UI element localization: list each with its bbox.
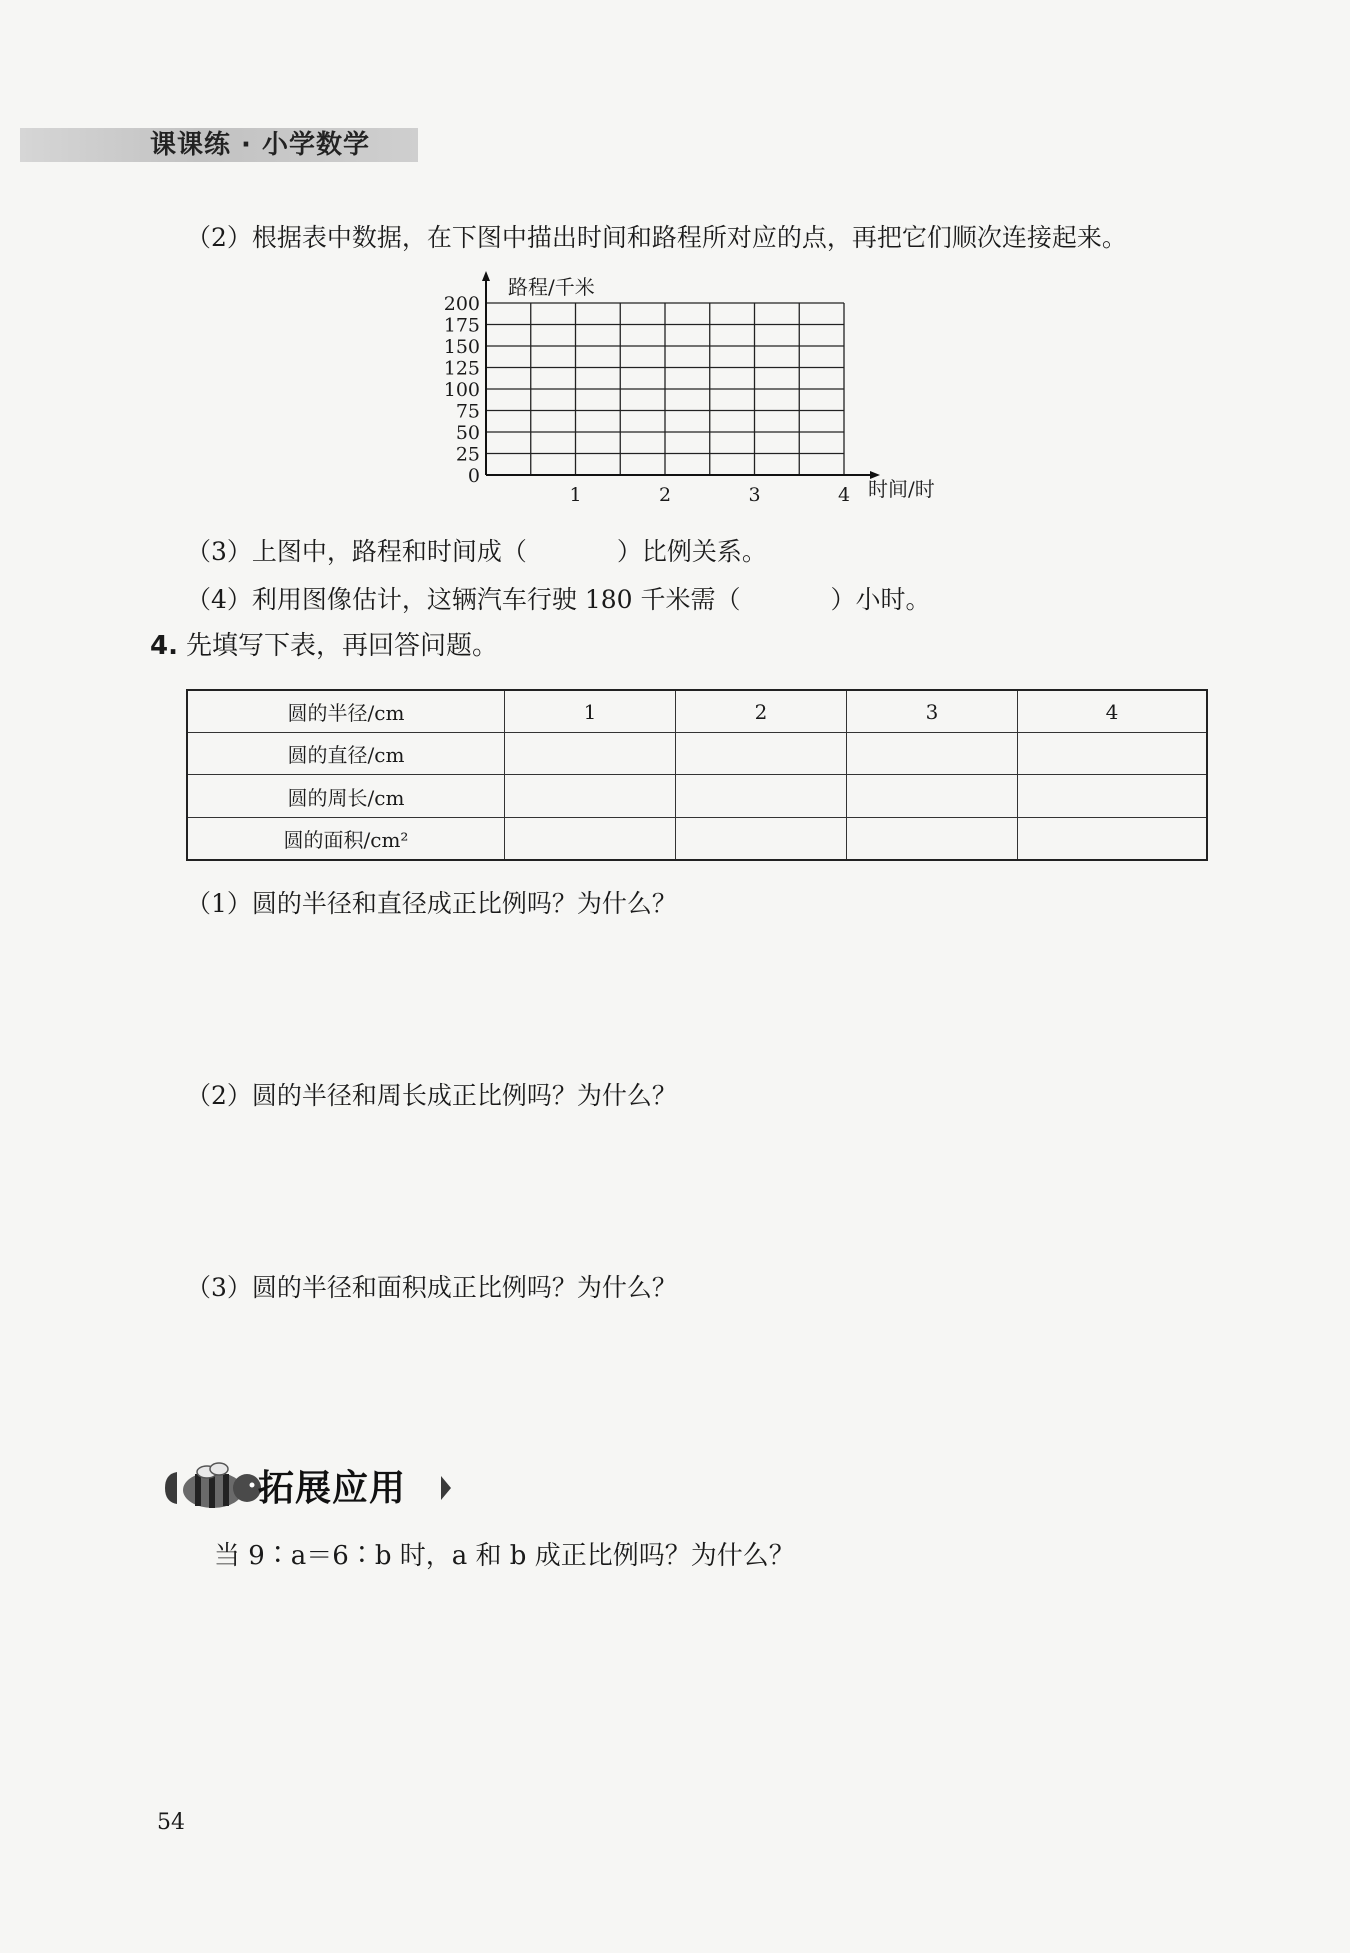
table-row: [187, 775, 1207, 817]
table-cell[interactable]: [505, 775, 676, 817]
x-tick-label: 2: [658, 484, 672, 505]
y-tick-label: 125: [443, 357, 480, 380]
table-cell[interactable]: [676, 733, 847, 775]
table-cell[interactable]: [847, 733, 1018, 775]
row-label: 圆的直径/cm: [187, 733, 505, 775]
extension-question: 当 9∶a＝6∶b 时，a 和 b 成正比例吗？为什么？: [214, 1541, 795, 1571]
table-cell[interactable]: [1018, 733, 1208, 775]
y-tick-label: 75: [455, 400, 480, 423]
y-tick-label: 100: [443, 379, 480, 401]
table-cell[interactable]: [1018, 775, 1208, 817]
circle-table: [186, 689, 1208, 861]
q3-part3-after: ）比例关系。: [616, 537, 767, 566]
y-tick-labels: [444, 293, 480, 487]
question-4-number: 4.: [150, 631, 178, 661]
table-row: [187, 690, 1207, 733]
table-cell[interactable]: [505, 733, 676, 775]
row-label: 圆的周长/cm: [187, 775, 505, 817]
y-tick-label: 200: [443, 293, 480, 315]
table-cell[interactable]: [847, 817, 1018, 860]
y-tick-label: 150: [443, 336, 480, 358]
question-4-part-2: （2）圆的半径和周长成正比例吗？为什么？: [186, 1081, 677, 1110]
table-cell: 3: [847, 690, 1018, 733]
table-row: [187, 733, 1207, 775]
question-4-text: 先填写下表，再回答问题。: [185, 631, 498, 661]
table-cell[interactable]: [847, 775, 1018, 817]
page-number: 54: [157, 1810, 185, 1835]
y-tick-label: 0: [467, 465, 480, 487]
q3-part4-before: （4）利用图像估计，这辆汽车行驶 180 千米需（: [186, 585, 741, 614]
x-tick-label: 3: [748, 484, 761, 505]
y-tick-label: 50: [455, 422, 480, 444]
table-cell: 2: [676, 690, 847, 733]
y-tick-label: 25: [455, 443, 480, 466]
table-cell: 4: [1018, 690, 1208, 733]
x-tick-label: 4: [837, 484, 851, 505]
x-axis-label: 时间/时: [868, 477, 935, 501]
question-4-part-1: （1）圆的半径和直径成正比例吗？为什么？: [186, 889, 677, 918]
section-title: 拓展应用: [258, 1468, 407, 1509]
x-tick-labels: [569, 484, 850, 505]
y-axis-label: 路程/千米: [508, 275, 595, 299]
distance-time-chart: [420, 265, 960, 505]
table-cell[interactable]: [1018, 817, 1208, 860]
header-title: 课课练 · 小学数学: [150, 130, 370, 160]
question-4: [150, 625, 498, 662]
question-3-part-4: [186, 580, 931, 616]
table-cell: 1: [505, 690, 676, 733]
chart-grid: [486, 303, 844, 475]
row-label: 圆的半径/cm: [187, 690, 505, 733]
row-label: 圆的面积/cm²: [187, 817, 505, 860]
table-cell[interactable]: [676, 817, 847, 860]
table-cell[interactable]: [505, 817, 676, 860]
y-tick-label: 175: [443, 314, 480, 337]
table-row: [187, 817, 1207, 860]
question-3-part-2: （2）根据表中数据，在下图中描出时间和路程所对应的点，再把它们顺次连接起来。: [186, 223, 1127, 252]
q3-part4-after: ）小时。: [830, 585, 931, 614]
y-axis-arrow: [482, 271, 490, 281]
x-tick-label: 1: [569, 484, 582, 505]
table-cell[interactable]: [676, 775, 847, 817]
question-4-part-3: （3）圆的半径和面积成正比例吗？为什么？: [186, 1273, 677, 1302]
question-3-part-3: [186, 532, 767, 568]
q3-part3-before: （3）上图中，路程和时间成（: [186, 537, 527, 566]
